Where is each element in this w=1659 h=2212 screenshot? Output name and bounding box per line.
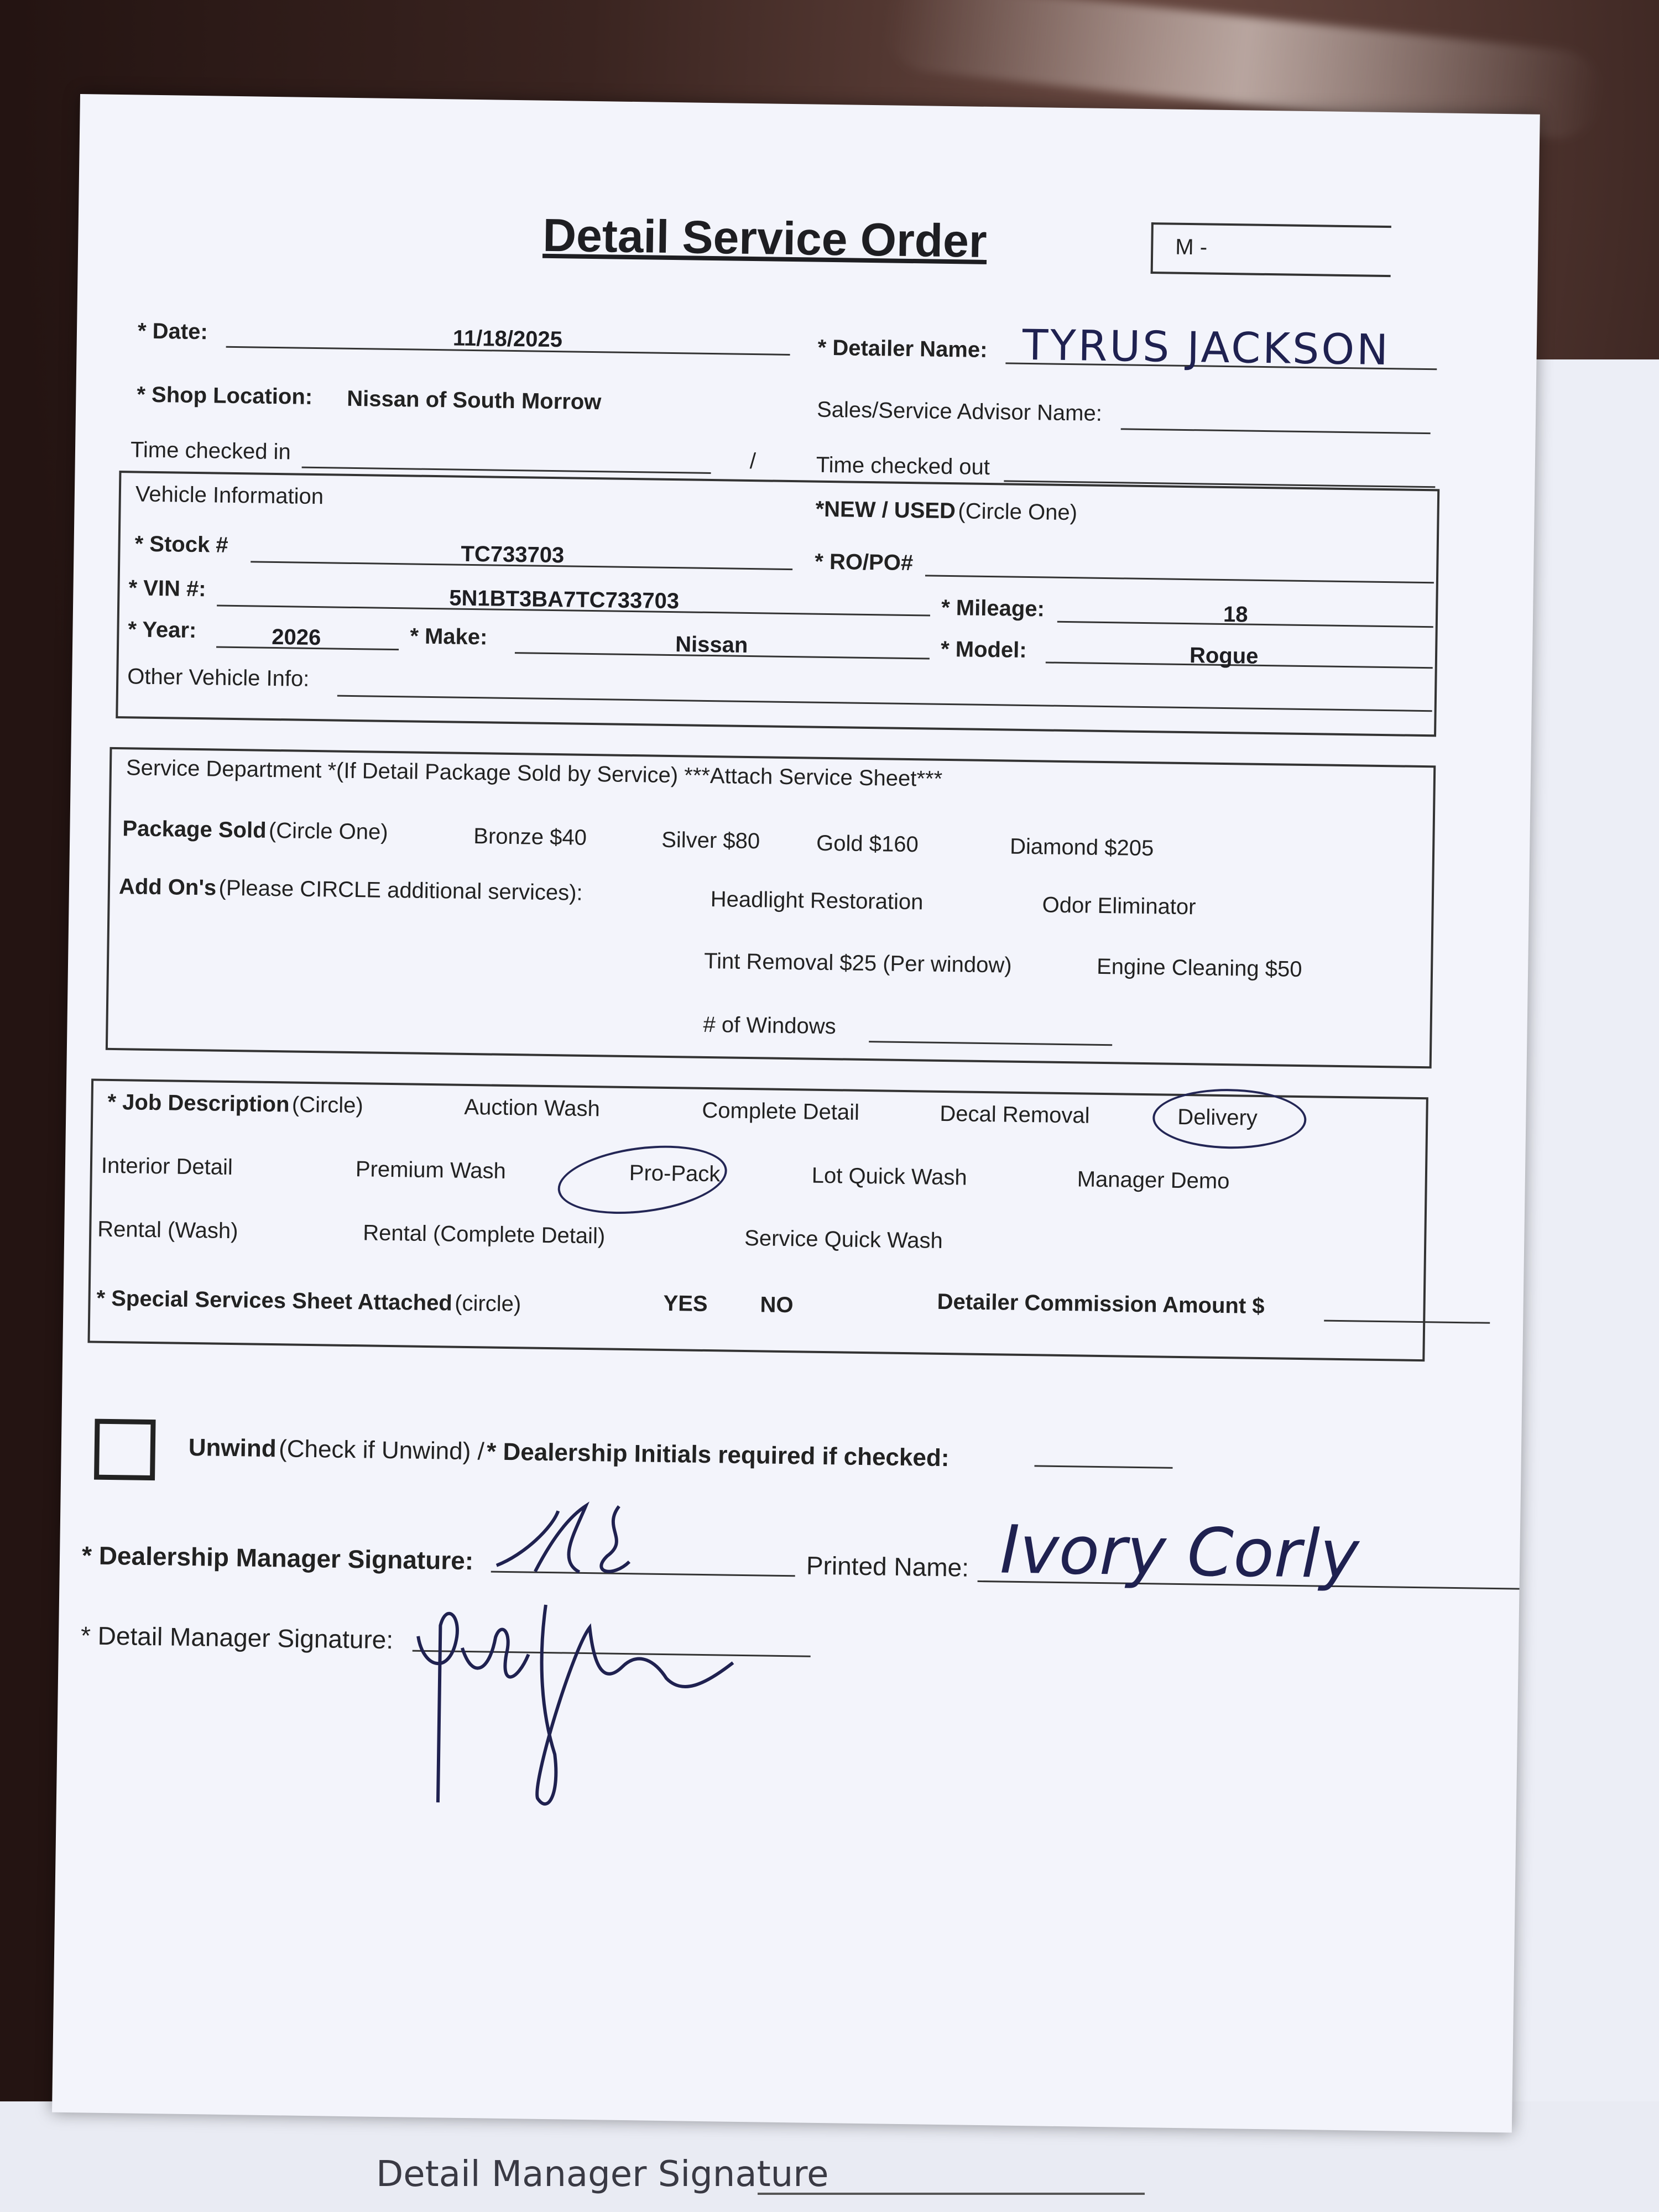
time-in-line[interactable] xyxy=(302,467,711,474)
model-label: * Model: xyxy=(940,637,1027,662)
job-interior-detail[interactable]: Interior Detail xyxy=(101,1153,233,1180)
detail-manager-signature-label: * Detail Manager Signature: xyxy=(80,1621,394,1655)
advisor-name-line[interactable] xyxy=(1121,428,1431,434)
job-rental-wash[interactable]: Rental (Wash) xyxy=(97,1217,238,1244)
page-title: Detail Service Order xyxy=(542,208,988,267)
underlying-sheet-signature-line xyxy=(758,2193,1145,2195)
detail-service-order-sheet xyxy=(52,94,1540,2133)
vehicle-information-header: Vehicle Information xyxy=(135,482,324,509)
special-services-hint: (circle) xyxy=(454,1291,521,1317)
job-premium-wash[interactable]: Premium Wash xyxy=(355,1157,507,1183)
package-bronze[interactable]: Bronze $40 xyxy=(473,824,587,850)
unwind-label: Unwind xyxy=(188,1433,277,1463)
vin-value[interactable]: 5N1BT3BA7TC733703 xyxy=(449,586,680,614)
job-delivery[interactable]: Delivery xyxy=(1177,1104,1258,1130)
package-sold-hint: (Circle One) xyxy=(268,818,388,844)
shop-location-value: Nissan of South Morrow xyxy=(347,386,602,415)
unwind-field xyxy=(188,1434,949,1472)
shop-location-label: * Shop Location: xyxy=(137,382,313,409)
job-description-hint: (Circle) xyxy=(291,1092,364,1118)
addon-headlight-restoration[interactable]: Headlight Restoration xyxy=(710,887,924,915)
other-vehicle-info-label: Other Vehicle Info: xyxy=(127,664,310,691)
job-description-label: * Job Description xyxy=(107,1089,290,1117)
ro-po-label: * RO/PO# xyxy=(815,549,914,576)
new-used-label: *NEW / USED xyxy=(815,497,956,524)
detailer-name-handwritten[interactable]: TYRUS JACKSON xyxy=(1022,320,1391,375)
printed-name-handwritten[interactable]: Ivory Corly xyxy=(999,1511,1360,1594)
dealership-initials-label: * Dealership Initials required if checked: xyxy=(486,1438,950,1472)
job-rental-complete-detail[interactable]: Rental (Complete Detail) xyxy=(362,1220,606,1249)
package-diamond[interactable]: Diamond $205 xyxy=(1009,834,1154,861)
package-sold-label: Package Sold xyxy=(122,816,267,843)
dealership-manager-signature-label: * Dealership Manager Signature: xyxy=(81,1541,474,1575)
job-service-quick-wash[interactable]: Service Quick Wash xyxy=(744,1225,943,1253)
commission-label: Detailer Commission Amount $ xyxy=(937,1289,1265,1319)
model-value[interactable]: Rogue xyxy=(1189,643,1259,669)
stock-label: * Stock # xyxy=(134,531,228,557)
advisor-name-label: Sales/Service Advisor Name: xyxy=(816,397,1103,426)
package-silver[interactable]: Silver $80 xyxy=(661,827,760,854)
special-services-yes[interactable]: YES xyxy=(663,1291,708,1317)
dealership-initials-line[interactable] xyxy=(1035,1465,1173,1468)
time-out-label: Time checked out xyxy=(816,452,990,480)
make-value[interactable]: Nissan xyxy=(675,632,748,658)
job-complete-detail[interactable]: Complete Detail xyxy=(702,1098,860,1125)
package-sold-field xyxy=(122,816,388,845)
time-separator: / xyxy=(749,448,757,474)
unwind-checkbox[interactable] xyxy=(94,1419,156,1481)
detail-manager-signature-scribble xyxy=(404,1570,751,1863)
new-used-field[interactable] xyxy=(815,497,1077,526)
job-lot-quick-wash[interactable]: Lot Quick Wash xyxy=(811,1163,967,1190)
add-ons-label: Add On's xyxy=(118,874,217,900)
date-label: * Date: xyxy=(137,319,208,345)
underlying-sheet-signature-label: Detail Manager Signature xyxy=(376,2154,829,2195)
stock-value[interactable]: TC733703 xyxy=(461,541,565,568)
addon-engine-cleaning[interactable]: Engine Cleaning $50 xyxy=(1096,954,1302,982)
job-auction-wash[interactable]: Auction Wash xyxy=(464,1094,601,1121)
order-number-box[interactable] xyxy=(1151,222,1391,277)
job-manager-demo[interactable]: Manager Demo xyxy=(1077,1167,1230,1194)
job-description-field xyxy=(107,1090,363,1118)
detailer-name-label: * Detailer Name: xyxy=(817,335,988,362)
new-used-hint: (Circle One) xyxy=(958,499,1078,525)
package-gold[interactable]: Gold $160 xyxy=(816,831,919,857)
year-label: * Year: xyxy=(128,617,197,643)
date-value[interactable]: 11/18/2025 xyxy=(452,326,563,352)
special-services-no[interactable]: NO xyxy=(760,1292,794,1318)
service-department-header: Service Department *(If Detail Package Sold by Service) ***Attach Service Sheet*** xyxy=(126,755,943,791)
unwind-hint: (Check if Unwind) / xyxy=(278,1435,485,1465)
printed-name-label: Printed Name: xyxy=(806,1551,969,1582)
special-services-label: * Special Services Sheet Attached xyxy=(96,1286,453,1316)
job-pro-pack[interactable]: Pro-Pack xyxy=(629,1161,721,1187)
year-value[interactable]: 2026 xyxy=(272,624,321,650)
add-ons-hint: (Please CIRCLE additional services): xyxy=(218,875,583,905)
addon-odor-eliminator[interactable]: Odor Eliminator xyxy=(1042,893,1196,920)
vin-label: * VIN #: xyxy=(128,576,206,602)
addon-tint-removal[interactable]: Tint Removal $25 (Per window) xyxy=(703,948,1012,978)
number-of-windows-label: # of Windows xyxy=(703,1012,837,1039)
mileage-value[interactable]: 18 xyxy=(1223,602,1248,627)
make-label: * Make: xyxy=(410,624,488,650)
job-decal-removal[interactable]: Decal Removal xyxy=(940,1101,1090,1128)
time-in-label: Time checked in xyxy=(130,437,291,465)
order-number-label: M - xyxy=(1175,234,1208,260)
mileage-label: * Mileage: xyxy=(941,595,1045,622)
